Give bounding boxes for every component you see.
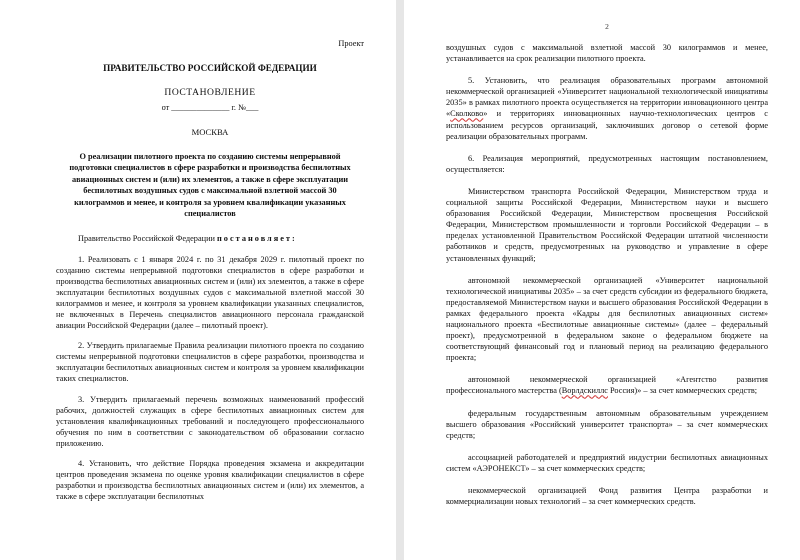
document-title: О реализации пилотного проекта по созданию системы непрерывной подготовки специалистов в сфере разработки и производства беспилотных авиационных систем и (или) их элементов, а также в сфере эксплуатации беспилотных воздушных судов с максимальной взлетной массой 30 килограммов и менее, и контроля за уровнем квалификации указанных специалистов [69, 152, 351, 219]
spellcheck-word: Ворлдскиллс [561, 386, 608, 396]
list-item: федеральным государственным автономным образовательным учреждением высшего образования «Российский университет транспорта» – за счет коммерческих средств; [446, 408, 768, 440]
list-item: ассоциацией работодателей и предприятий индустрии беспилотных авиационных систем «АЭРОНЕКСТ» – за счет коммерческих средств; [446, 452, 768, 473]
list-item: автономной некоммерческой организацией «Университет национальной технологической инициативы 2035» – за счет средств субсидии из федерального бюджета, предоставляемой Министерством науки и высшего образования Российской Федерации в рамках федерального проекта «Кадры для беспилотных авиационных систем» национального проекта «Беспилотные авиационные системы» (далее – федеральный проект), предусмотренной в федеральном законе о федеральном бюджете на соответствующий финансовый год и плановый период на реализацию федерального проекта; [446, 275, 768, 363]
date-number-line: от ______________ г. №___ [161, 103, 259, 112]
document-page-1 [0, 0, 396, 560]
paragraph-1: 1. Реализовать с 1 января 2024 г. по 31 декабря 2029 г. пилотный проект по созданию системы непрерывной подготовки специалистов в сфере разработки и производства беспилотных авиационных систем и (или) их элементов, а также в сфере эксплуатации беспилотных воздушных судов с максимальной взлетной массой 30 килограммов и менее, и контроля за уровнем квалификации указанных специалистов, не включенных в Перечень специалистов авиационного персонала гражданской авиации Российской Федерации (далее – пилотный проект). [56, 254, 364, 331]
list-item: Министерством транспорта Российской Федерации, Министерством труда и социальной защиты Российской Федерации, Министерством науки и высшего образования Российской Федерации, Министерством просвещения Российской Федерации, Министерством промышленности и торговли Российской Федерации – в пределах установленной Правительством Российской Федерации штатной численности работников и средств, предусмотренных на руководство и управление в сфере установленных функций; [446, 186, 768, 263]
list-item [446, 374, 768, 396]
item-3-text-a: автономной некоммерческой организацией «Агентство развития профессионального мастерства ( [446, 375, 768, 396]
intro-emphasis: постановляет: [217, 234, 297, 244]
page-gap [396, 0, 404, 560]
decree-heading: ПОСТАНОВЛЕНИЕ [164, 87, 256, 98]
paragraph-4-continued: воздушных судов с максимальной взлетной массой 30 килограммов и менее, устанавливается на срок реализации пилотного проекта. [446, 43, 768, 64]
intro-paragraph [56, 233, 364, 244]
item-3-text-b: Россия)» – за счет коммерческих средств; [607, 386, 758, 396]
paragraph-5-text-a: 5. Установить, что реализация образовательных программ автономной некоммерческой организацией «Университет национальной технологической инициативы 2035» в рамках пилотного проекта осуществляется на территории инновационного центра « [446, 76, 768, 119]
spellcheck-word: Сколково [450, 109, 484, 119]
paragraph-3: 3. Утвердить прилагаемый перечень возможных наименований профессий рабочих, должностей служащих в сфере беспилотных авиационных систем для установления квалификационных требований и последующего профессионального обучения по ним в соответствии с законодательством об образовании согласно приложению. [56, 394, 364, 448]
city-heading: МОСКВА [191, 127, 229, 137]
paragraph-2: 2. Утвердить прилагаемые Правила реализации пилотного проекта по созданию системы непрерывной подготовки специалистов в сфере разработки, производства и эксплуатации беспилотных авиационных систем и контроля за уровнем квалификации таких специалистов. [56, 341, 364, 384]
government-heading: ПРАВИТЕЛЬСТВО РОССИЙСКОЙ ФЕДЕРАЦИИ [103, 63, 317, 73]
paragraph-6: 6. Реализация мероприятий, предусмотренных настоящим постановлением, осуществляется: [446, 153, 768, 174]
intro-text: Правительство Российской Федерации [78, 234, 218, 244]
paragraph-5 [446, 75, 768, 142]
list-item: некоммерческой организацией Фонд развития Центра разработки и коммерциализации новых технологий – за счет коммерческих средств. [446, 486, 768, 507]
project-label: Проект [338, 39, 364, 48]
document-page-2 [404, 0, 800, 560]
paragraph-5-text-b: » и территориях инновационных научно-технологических центров с использованием ресурсов организаций, заключивших договор о сетевой форме реализации образовательных программ. [446, 109, 768, 141]
page-number: 2 [605, 22, 609, 31]
paragraph-4: 4. Установить, что действие Порядка проведения экзамена и аккредитации центров проведения экзамена по оценке уровня квалификации специалистов в сфере разработки и производства беспилотных авиационных систем и (или) их элементов, а также в сфере эксплуатации беспилотных [56, 459, 364, 502]
